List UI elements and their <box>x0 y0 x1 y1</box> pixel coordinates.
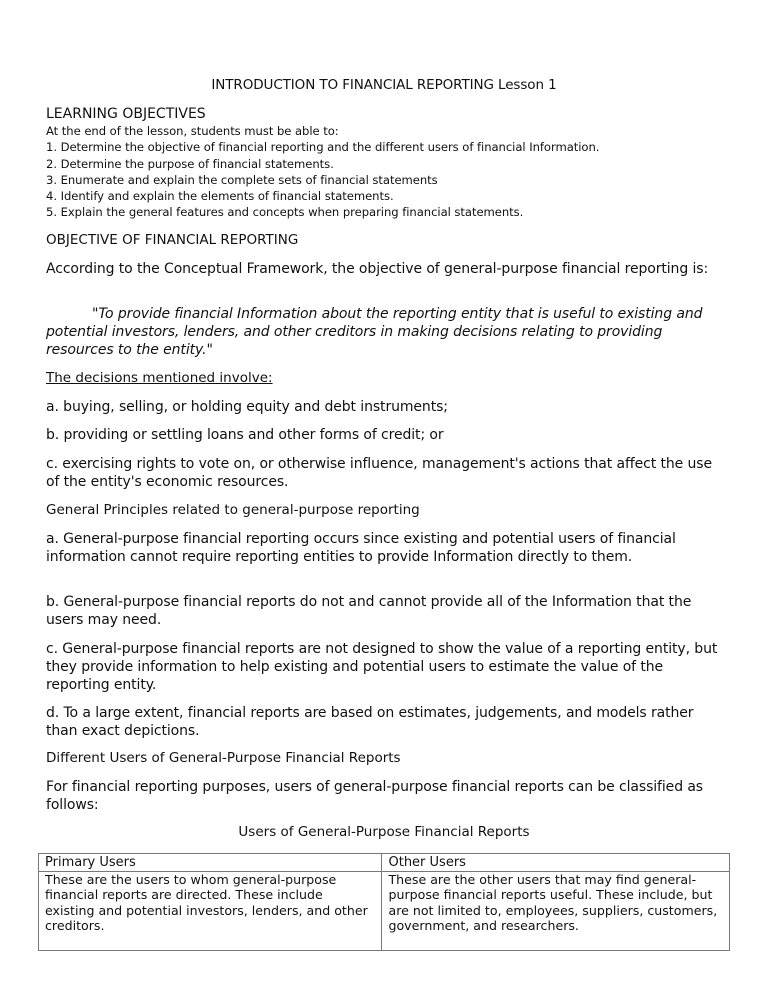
users-table-title: Users of General-Purpose Financial Reports <box>238 824 530 840</box>
quote-text: "To provide financial Information about the reporting entity that is useful to existing and potential investors, lenders, and other creditors in making decisions relating to providing resources to the entity." <box>46 306 703 358</box>
principle-item: b. General-purpose financial reports do not and cannot provide all of the Information that the users may need. <box>46 594 692 628</box>
primary-users-description: These are the users to whom general-purpose financial reports are directed. These include existing and potential investors, lenders, and other creditors. <box>39 872 382 951</box>
objective-item: 2. Determine the purpose of financial statements. <box>46 156 334 171</box>
principle-item: a. General-purpose financial reporting occurs since existing and potential users of financial information cannot require reporting entities to provide Information directly to them. <box>46 531 676 565</box>
objective-intro-paragraph: According to the Conceptual Framework, the objective of general-purpose financial reporting is: <box>46 261 709 277</box>
table-row <box>39 872 730 951</box>
learning-objectives-heading: LEARNING OBJECTIVES <box>46 106 206 122</box>
different-users-heading: Different Users of General-Purpose Financial Reports <box>46 750 401 766</box>
different-users-intro: For financial reporting purposes, users of general-purpose financial reports can be classified as follows: <box>46 779 704 813</box>
decision-item: b. providing or settling loans and other forms of credit; or <box>46 427 444 443</box>
objective-item: 3. Enumerate and explain the complete sets of financial statements <box>46 172 438 187</box>
document-title: INTRODUCTION TO FINANCIAL REPORTING Lesson 1 <box>211 77 557 93</box>
decisions-heading: The decisions mentioned involve: <box>46 370 273 386</box>
principle-item: d. To a large extent, financial reports are based on estimates, judgements, and models rather than exact depictions. <box>46 705 694 739</box>
learning-objectives-intro: At the end of the lesson, students must be able to: <box>46 124 339 138</box>
learning-objectives-list <box>46 123 599 221</box>
decision-item: c. exercising rights to vote on, or otherwise influence, management's actions that affect the use of the entity's economic resources. <box>46 456 712 490</box>
principle-item: c. General-purpose financial reports are not designed to show the value of a reporting entity, but they provide information to help existing and potential users to estimate the value of the reporting entity. <box>46 641 718 693</box>
objective-item: 4. Identify and explain the elements of financial statements. <box>46 189 394 204</box>
decision-item: a. buying, selling, or holding equity and debt instruments; <box>46 399 448 415</box>
general-principles-heading: General Principles related to general-purpose reporting <box>46 502 420 518</box>
users-table <box>38 853 730 951</box>
header-other-users: Other Users <box>382 854 730 872</box>
other-users-description: These are the other users that may find general-purpose financial reports useful. These include, but are not limited to, employees, suppliers, customers, government, and researchers. <box>382 872 730 951</box>
objective-item: 5. Explain the general features and concepts when preparing financial statements. <box>46 205 524 220</box>
objective-heading: OBJECTIVE OF FINANCIAL REPORTING <box>46 232 299 248</box>
table-header-row <box>39 854 730 872</box>
conceptual-framework-quote <box>46 305 726 359</box>
objective-item: 1. Determine the objective of financial reporting and the different users of financial Information. <box>46 140 600 155</box>
header-primary-users: Primary Users <box>39 854 382 872</box>
